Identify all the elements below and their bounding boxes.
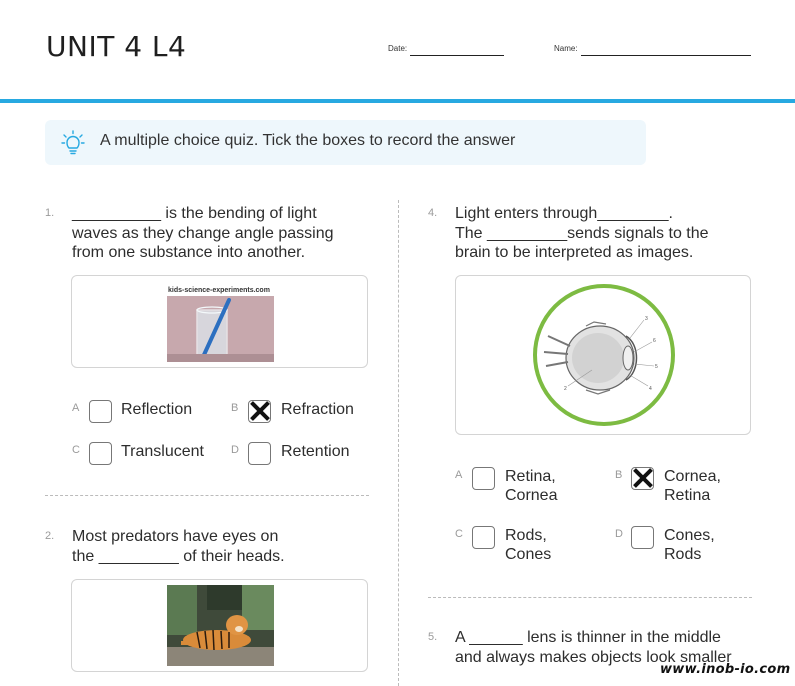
svg-text:4: 4: [649, 386, 652, 392]
question-number: 4.: [428, 207, 438, 219]
answer-checkbox-c[interactable]: [472, 526, 495, 549]
question-text: Most predators have eyes on the _________ of their heads.: [72, 528, 285, 565]
question-image-frame: [71, 579, 368, 672]
question-divider: [45, 495, 369, 496]
refraction-photo: [167, 282, 274, 362]
option-label: Retention: [281, 443, 350, 460]
lightbulb-icon: [61, 130, 85, 156]
name-label: Name:: [554, 44, 578, 53]
photo-caption: kids-science-experiments.com: [168, 287, 270, 294]
option-label: Translucent: [121, 443, 204, 460]
option-letter: A: [455, 469, 463, 481]
date-label: Date:: [388, 44, 408, 53]
question-text: A ______ lens is thinner in the middle and always makes objects look smaller: [455, 629, 732, 666]
question-divider: [428, 597, 752, 598]
option-letter: B: [615, 469, 623, 481]
answer-checkbox-d[interactable]: [631, 526, 654, 549]
answer-checkbox-c[interactable]: [89, 442, 112, 465]
question-number: 1.: [45, 207, 55, 219]
option-letter: D: [231, 444, 239, 456]
question-image-frame: [455, 275, 751, 435]
answer-checkbox-b[interactable]: [248, 400, 271, 423]
page-title: UNIT 4 L4: [46, 30, 187, 63]
option-letter: C: [72, 444, 80, 456]
name-field[interactable]: [581, 55, 751, 56]
svg-text:3: 3: [645, 316, 648, 322]
answer-checkbox-a[interactable]: [89, 400, 112, 423]
option-label: Retina, Cornea: [505, 468, 558, 504]
question-number: 5.: [428, 631, 438, 643]
answer-checkbox-d[interactable]: [248, 442, 271, 465]
option-letter: A: [72, 402, 80, 414]
tiger-photo: [167, 585, 274, 666]
option-label: Cornea, Retina: [664, 468, 721, 504]
option-label: Reflection: [121, 401, 193, 418]
date-field[interactable]: [410, 55, 504, 56]
svg-text:5: 5: [655, 364, 658, 370]
svg-text:6: 6: [653, 338, 656, 344]
question-number: 2.: [45, 530, 55, 542]
watermark: www.inob-io.com: [660, 662, 791, 677]
question-text: Light enters through________. The _________sends signals to the brain to be interpreted as images.: [455, 205, 709, 261]
answer-checkbox-a[interactable]: [472, 467, 495, 490]
header-rule: [0, 99, 795, 103]
option-label: Rods, Cones: [505, 527, 552, 563]
instructions-banner: [45, 120, 646, 165]
worksheet-header: [0, 0, 795, 104]
option-label: Cones, Rods: [664, 527, 715, 563]
question-text: __________ is the bending of light waves as they change angle passing from one substance into another.: [72, 205, 334, 261]
instructions-text: A multiple choice quiz. Tick the boxes to record the answer: [100, 132, 516, 149]
answer-checkbox-b[interactable]: [631, 467, 654, 490]
option-label: Refraction: [281, 401, 354, 418]
eye-diagram: [530, 282, 678, 428]
option-letter: C: [455, 528, 463, 540]
svg-text:2: 2: [564, 386, 567, 392]
question-image-frame: [71, 275, 368, 368]
option-letter: B: [231, 402, 239, 414]
column-divider: [398, 200, 399, 686]
option-letter: D: [615, 528, 623, 540]
